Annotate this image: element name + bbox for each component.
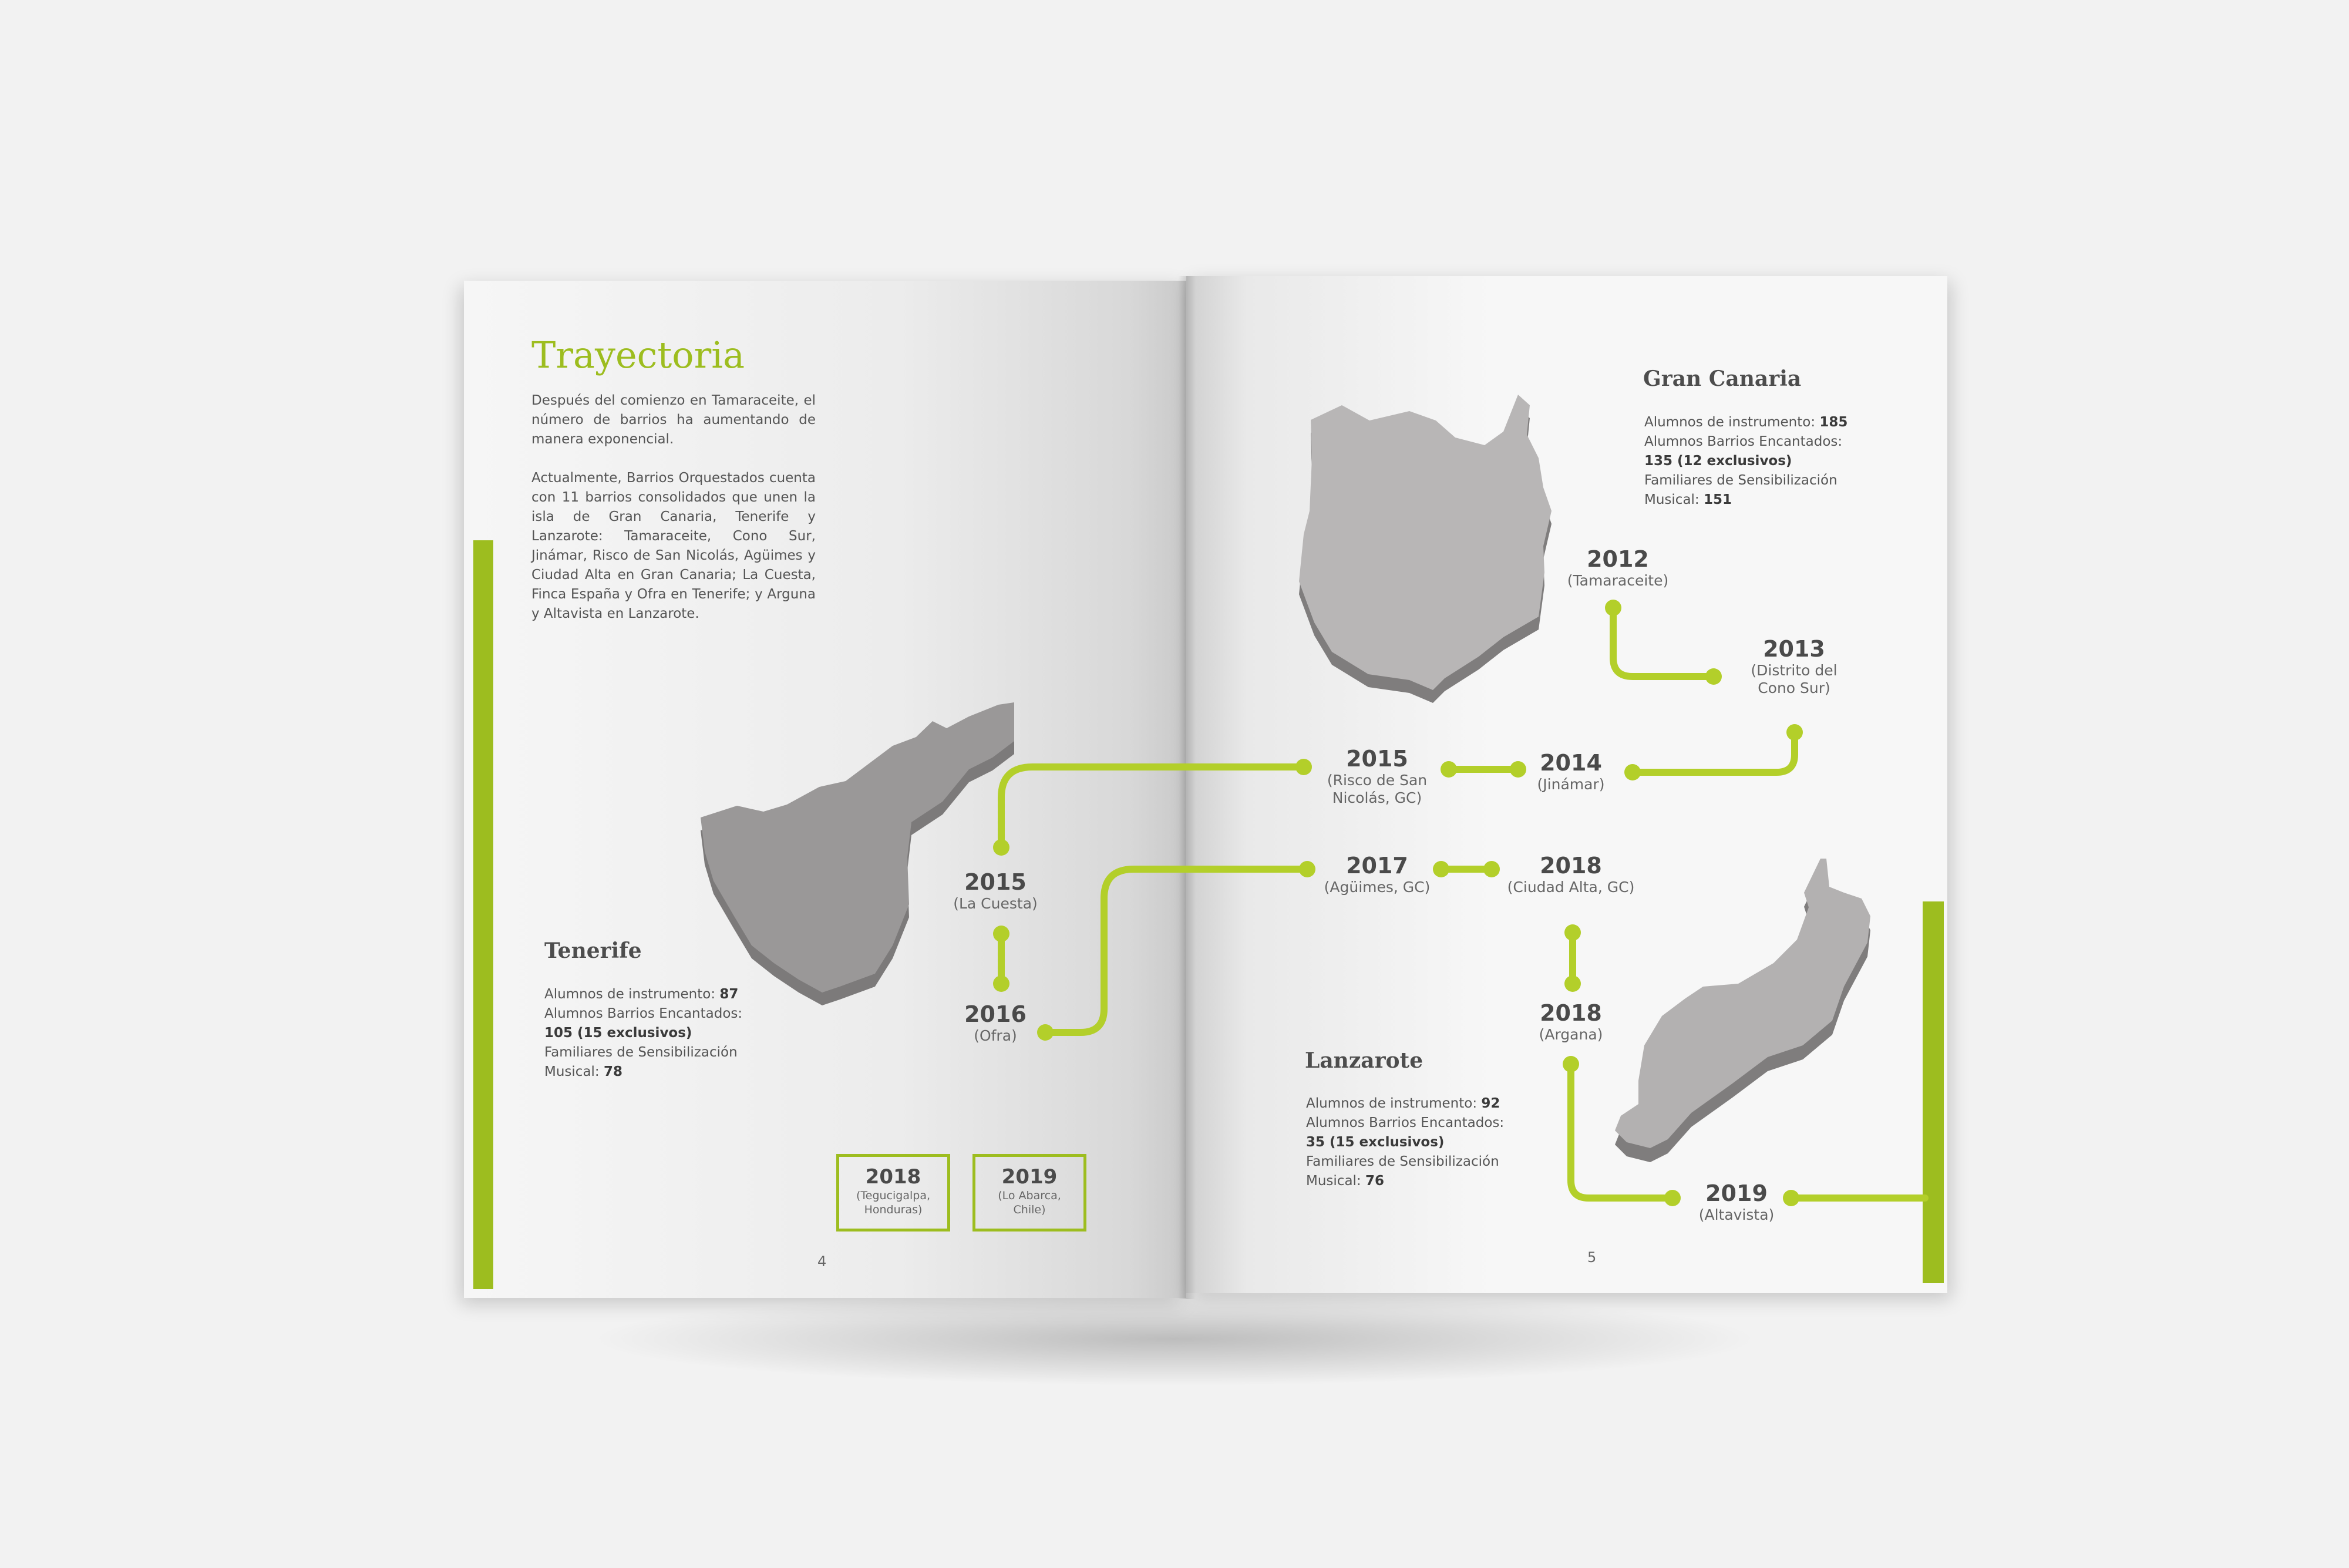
milestone-2017: 2017 (Agüimes, GC) bbox=[1324, 853, 1431, 896]
international-box-2018: 2018 (Tegucigalpa, Honduras) bbox=[836, 1154, 950, 1231]
milestone-2014: 2014 (Jinámar) bbox=[1537, 750, 1605, 793]
milestone-2018-ciudad-alta: 2018 (Ciudad Alta, GC) bbox=[1507, 853, 1635, 896]
connector-2016-2017 bbox=[1045, 869, 1307, 1032]
gran-canaria-map bbox=[1299, 395, 1552, 703]
intro-text bbox=[531, 391, 816, 643]
milestone-2015-tenerife: 2015 (La Cuesta) bbox=[953, 869, 1038, 912]
page-number-left: 4 bbox=[817, 1253, 827, 1270]
milestone-2016: 2016 (Ofra) bbox=[964, 1001, 1027, 1044]
connector-2015-gc-tf bbox=[1001, 767, 1304, 847]
milestone-2019: 2019 (Altavista) bbox=[1698, 1180, 1775, 1223]
lanzarote-title: Lanzarote bbox=[1305, 1048, 1423, 1073]
international-box-2019: 2019 (Lo Abarca, Chile) bbox=[972, 1154, 1086, 1231]
milestone-2015-gran-canaria: 2015 (Risco de San Nicolás, GC) bbox=[1327, 746, 1428, 806]
lanzarote-stats: Alumnos de instrumento: 92 Alumnos Barrios Encantados: 35 (15 exclusivos) Familiares de Sensibilización Musical: 76 bbox=[1306, 1096, 1505, 1189]
page-number-right: 5 bbox=[1587, 1249, 1597, 1266]
intro-paragraph-1: Después del comienzo en Tamaraceite, el número de barrios ha aumentando de manera exponencial. bbox=[531, 393, 816, 447]
gran-canaria-title: Gran Canaria bbox=[1643, 366, 1802, 391]
gran-canaria-stats: Alumnos de instrumento: 185 Alumnos Barrios Encantados: 135 (12 exclusivos) Familiares de Sensibilización Musical: 151 bbox=[1644, 415, 1848, 507]
tenerife-stats: Alumnos de instrumento: 87 Alumnos Barrios Encantados: 105 (15 exclusivos) Familiares de Sensibilización Musical: 78 bbox=[544, 987, 743, 1079]
tenerife-title: Tenerife bbox=[544, 938, 642, 963]
connector-2013-2014 bbox=[1633, 732, 1795, 772]
milestone-2012: 2012 (Tamaraceite) bbox=[1567, 546, 1669, 589]
milestone-2018-argana: 2018 (Argana) bbox=[1539, 1000, 1603, 1043]
page-title: Trayectoria bbox=[531, 334, 745, 376]
lanzarote-map bbox=[1615, 859, 1870, 1162]
intro-paragraph-2: Actualmente, Barrios Orquestados cuenta con 11 barrios consolidados que unen la isla de Gran Canaria, Tenerife y Lanzarote: Tamaraceite, Cono Sur, Jinámar, Risco de San Nicolás, Agüimes y Ciudad Alta en Gran Canaria; La Cuesta, Finca España y Ofra en Tenerife; y Arguna y Altavista en Lanzarote. bbox=[531, 470, 816, 621]
connector-2012-2013 bbox=[1613, 608, 1714, 677]
milestone-2013: 2013 (Distrito del Cono Sur) bbox=[1751, 636, 1838, 696]
tenerife-map bbox=[701, 702, 1014, 1005]
